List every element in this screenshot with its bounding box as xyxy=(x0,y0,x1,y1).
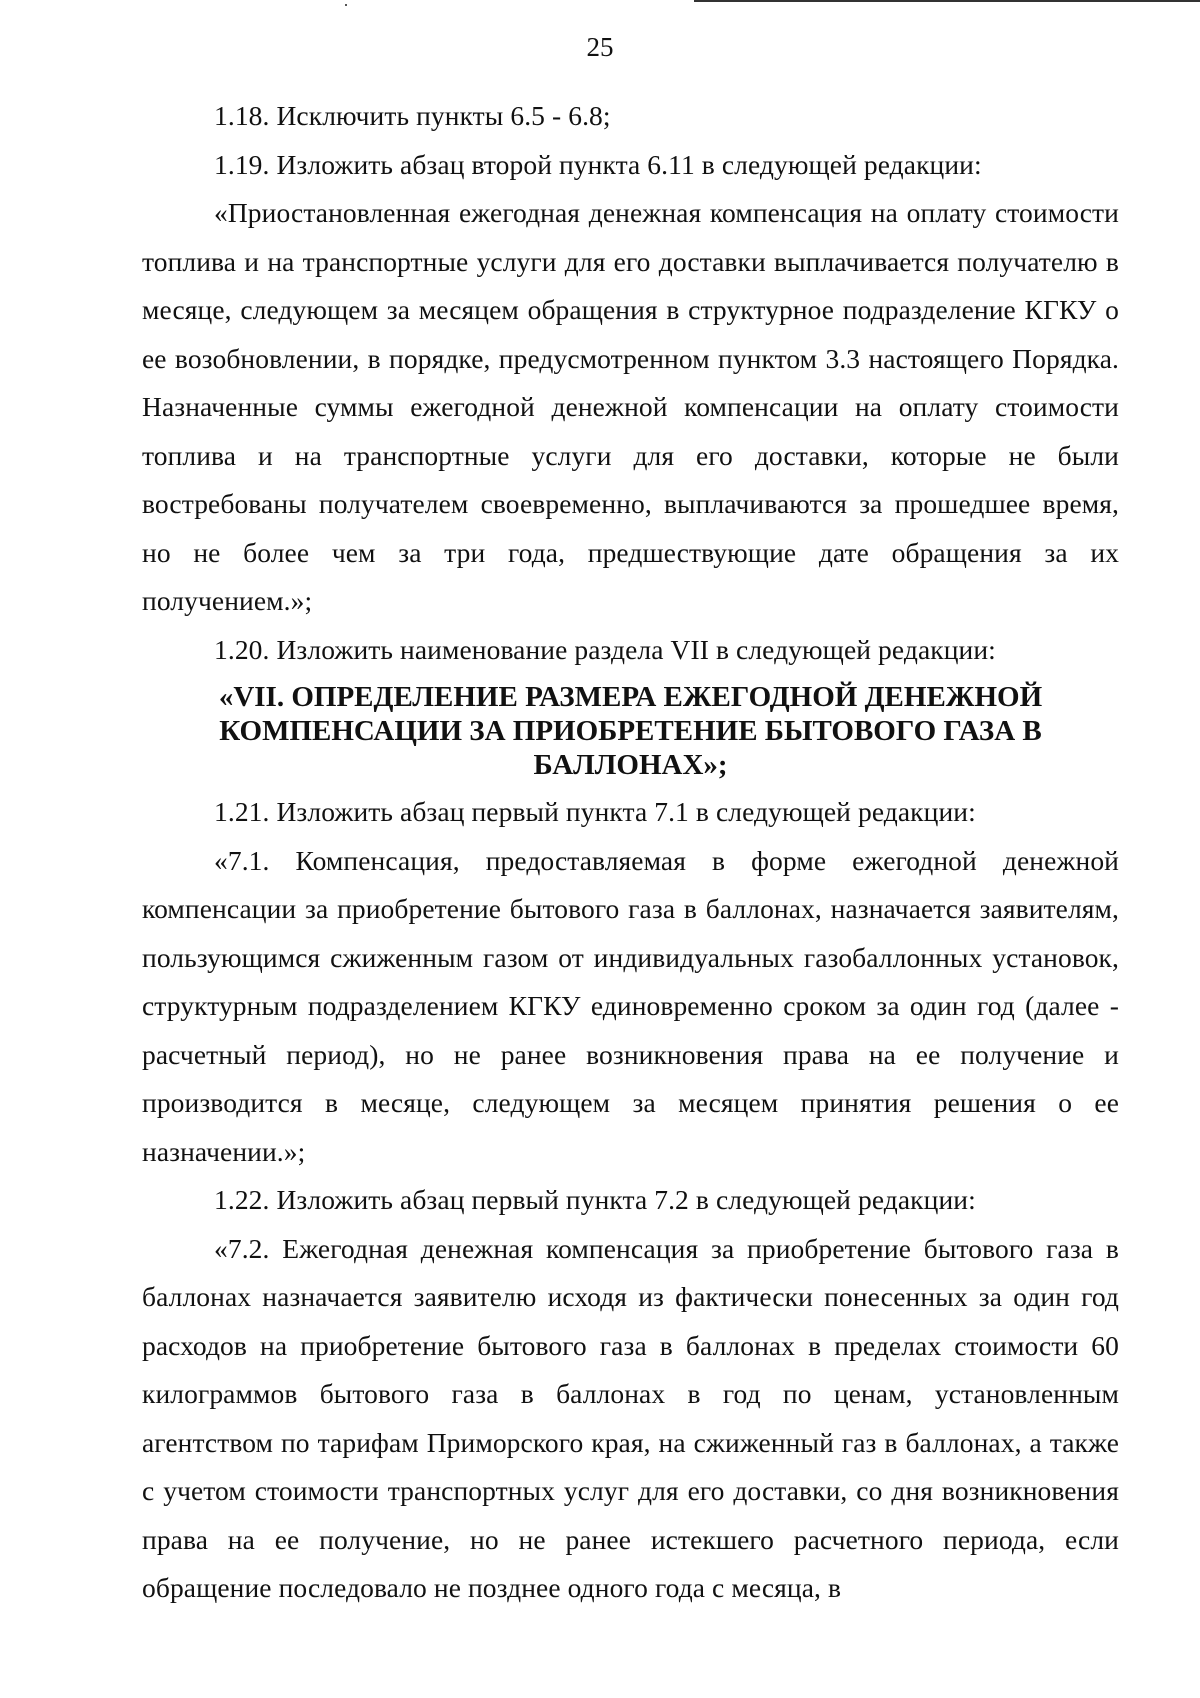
page-number: 25 xyxy=(586,32,614,62)
top-rule-line xyxy=(694,0,1200,2)
paragraph-7-2-text: «7.2. Ежегодная денежная компенсация за приобретение бытового газа в баллонах назначается заявителю исходя из фактически понесенных за один год расходов на приобретение бытового газа в баллонах в пределах стоимости 60 килограммов бытового газа в баллонах в год по ценам, установленным агентством по тарифам Приморского края, на сжиженный газ в баллонах, а также с учетом стоимости транспортных услуг для его доставки, со дня возникновения права на ее получение, но не ранее истекшего расчетного периода, если обращение последовало не позднее одного года с месяца, в xyxy=(142,1232,1119,1603)
document-body xyxy=(142,92,1119,1613)
paragraph-1-22: 1.22. Изложить абзац первый пункта 7.2 в следующей редакции: xyxy=(214,1184,976,1215)
paragraph-7-1-text: «7.1. Компенсация, предоставляемая в форме ежегодной денежной компенсации за приобретение бытового газа в баллонах, назначается заявителям, пользующимся сжиженным газом от индивидуальных газобаллонных установок, структурным подразделением КГКУ единовременно сроком за один год (далее - расчетный период), но не ранее возникновения права на ее получение и производится в месяце, следующем за месяцем принятия решения о ее назначении.»; xyxy=(142,844,1119,1167)
paragraph-1-21: 1.21. Изложить абзац первый пункта 7.1 в следующей редакции: xyxy=(214,796,976,827)
paragraph-6-11-text: «Приостановленная ежегодная денежная компенсация на оплату стоимости топлива и на транспортные услуги для его доставки выплачивается получателю в месяце, следующем за месяцем обращения в структурное подразделение КГКУ о ее возобновлении, в порядке, предусмотренном пунктом 3.3 настоящего Порядка. Назначенные суммы ежегодной денежной компенсации на оплату стоимости топлива и на транспортные услуги для его доставки, которые не были востребованы получателем своевременно, выплачиваются за прошедшее время, но не более чем за три года, предшествующие дате обращения за их получением.»; xyxy=(142,197,1119,616)
section-heading: «VII. ОПРЕДЕЛЕНИЕ РАЗМЕРА ЕЖЕГОДНОЙ ДЕНЕЖНОЙ КОМПЕНСАЦИИ ЗА ПРИОБРЕТЕНИЕ БЫТОВОГО ГАЗА В БАЛЛОНАХ»; xyxy=(218,681,1043,781)
scan-mark xyxy=(345,4,347,6)
paragraph-1-18: 1.18. Исключить пункты 6.5 - 6.8; xyxy=(214,100,611,131)
paragraph-1-20: 1.20. Изложить наименование раздела VII в следующей редакции: xyxy=(214,633,996,665)
paragraph-1-19: 1.19. Изложить абзац второй пункта 6.11 в следующей редакции: xyxy=(214,148,982,180)
